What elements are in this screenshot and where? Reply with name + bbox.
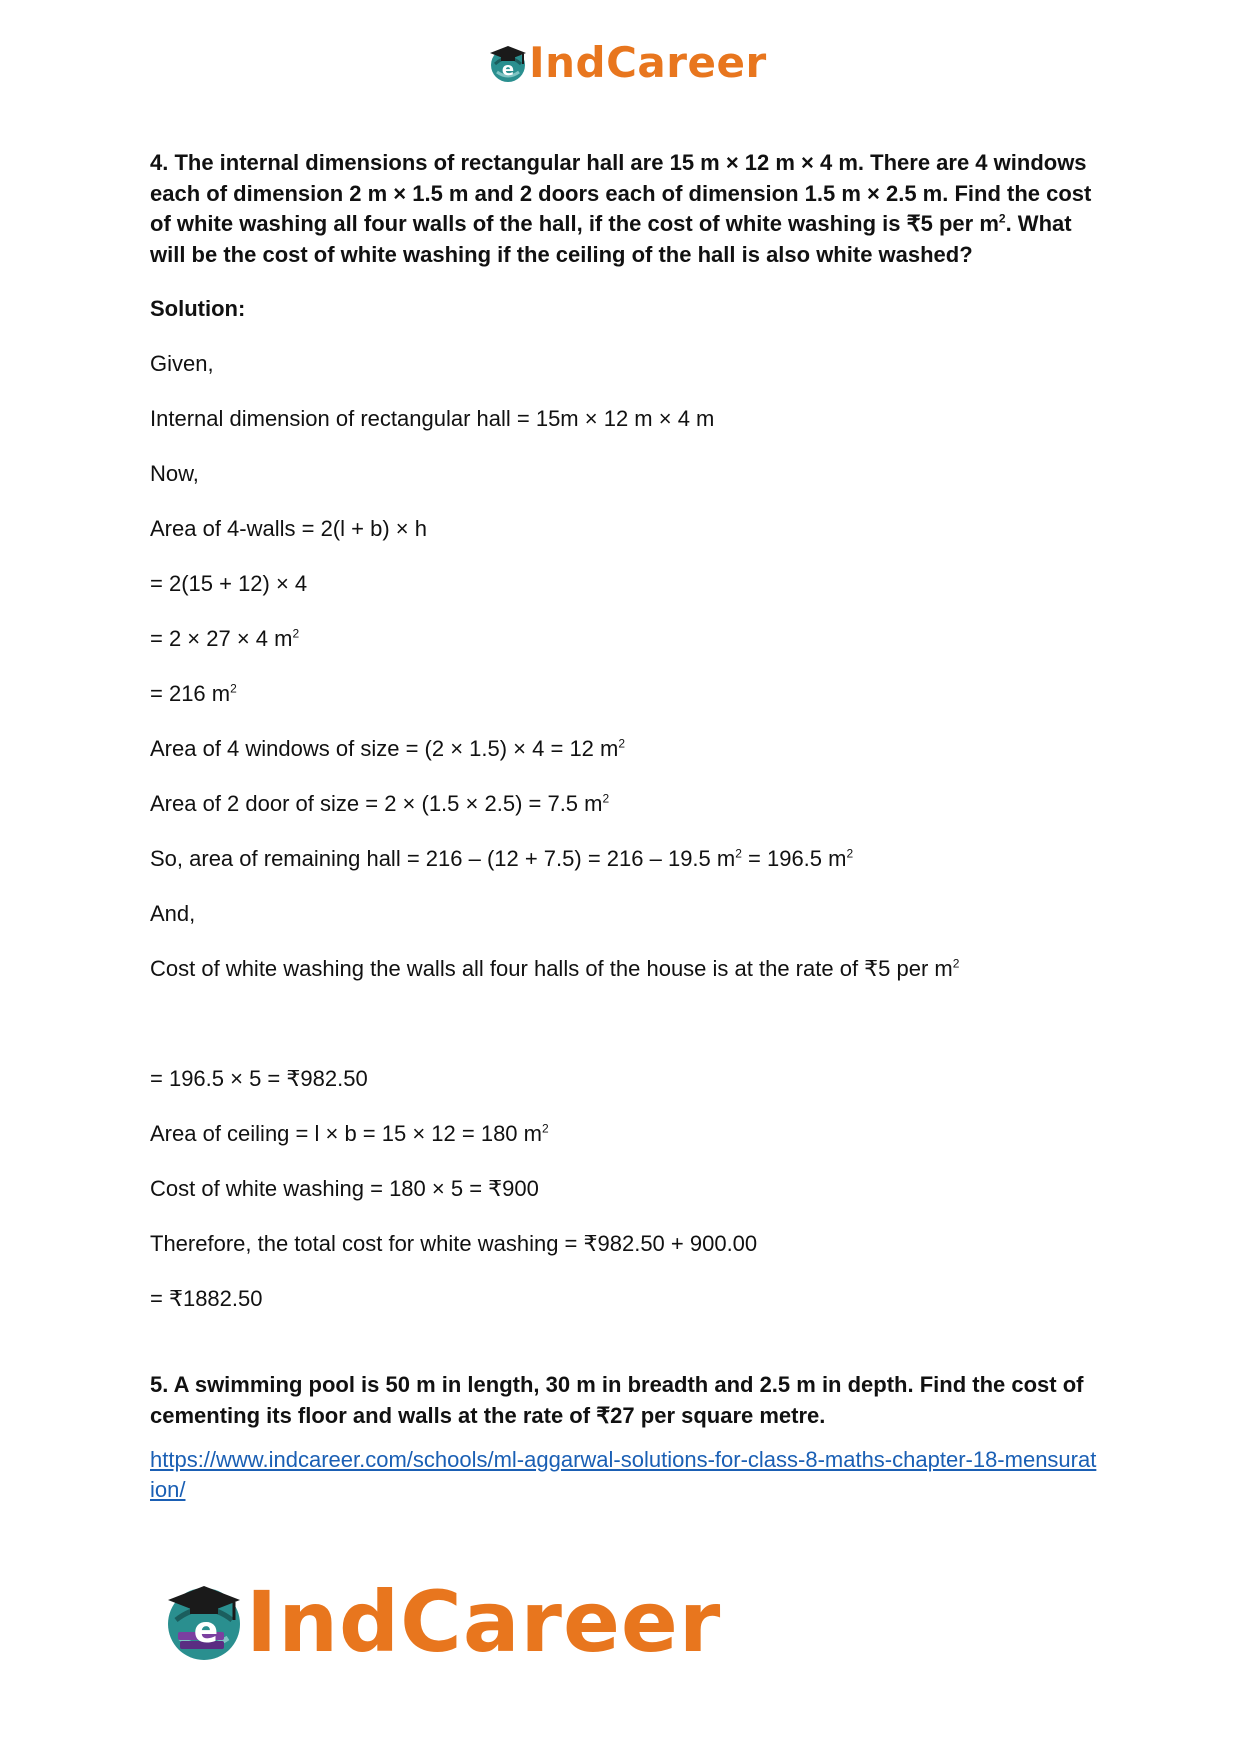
question-4: 4. The internal dimensions of rectangular hall are 15 m × 12 m × 4 m. There are 4 windows each of dimension 2 m × 1.5 m and 2 doors each of dimension 1.5 m × 2.5 m. Find the cost of white washing all four walls of the hall, if the cost of white washing is ₹5 per $m^2$. What will be the cost of white washing if the ceiling of the hall is also white washed?: [150, 150, 1092, 267]
footer-logo: [162, 1573, 722, 1671]
solution-walls-formula: Area of 4-walls = 2(l + b) × h: [150, 516, 427, 541]
solution-windows-area: Area of 4 windows of size = (2 × 1.5) × 4 = 12 $m^2$: [150, 736, 626, 761]
question-5: 5. A swimming pool is 50 m in length, 30 m in breadth and 2.5 m in depth. Find the cost of cementing its floor and walls at the rate of ₹27 per square metre.: [150, 1372, 1084, 1428]
solution-ceiling-area: Area of ceiling = l × b = 15 × 12 = 180 $m^2$: [150, 1121, 549, 1146]
header-logo: [487, 38, 767, 87]
books-globe-icon: [162, 1580, 246, 1664]
solution-cost-walls: = 196.5 × 5 = ₹982.50: [150, 1066, 368, 1091]
solution-door-area: Area of 2 door of size = 2 × (1.5 × 2.5) = 7.5 $m^2$: [150, 791, 610, 816]
solution-total: Therefore, the total cost for white washing = ₹982.50 + 900.00: [150, 1231, 758, 1256]
document-body: [150, 148, 1100, 1505]
svg-text:e: e: [193, 1610, 219, 1651]
source-link[interactable]: https://www.indcareer.com/schools/ml-aggarwal-solutions-for-class-8-maths-chapter-18-mensuration/: [150, 1447, 1097, 1502]
solution-and: And,: [150, 901, 196, 926]
logo-wordmark: IndCareer: [246, 1573, 722, 1671]
svg-text:e: e: [501, 59, 515, 80]
solution-remaining-area: So, area of remaining hall = 216 – (12 + 7.5) = 216 – 19.5 $m^2 = 196.5$ $m^2$: [150, 846, 854, 871]
solution-given: Given,: [150, 351, 214, 376]
logo-wordmark: IndCareer: [529, 38, 767, 87]
solution-heading: Solution:: [150, 296, 246, 321]
solution-total-value: = ₹1882.50: [150, 1286, 263, 1311]
spacer: [150, 1009, 1100, 1064]
solution-cost-ceiling: Cost of white washing = 180 × 5 = ₹900: [150, 1176, 539, 1201]
graduation-cap-globe-icon: [487, 42, 529, 84]
solution-step-3: = 216 $m^2$: [150, 681, 237, 706]
solution-now: Now,: [150, 461, 199, 486]
solution-internal-dimension: Internal dimension of rectangular hall = 15m × 12 m × 4 m: [150, 406, 715, 431]
solution-step-2: = 2 × 27 × 4 $m^2$: [150, 626, 300, 651]
solution-cost-rate: Cost of white washing the walls all four halls of the house is at the rate of ₹5 per $m^2$: [150, 956, 960, 981]
solution-step-1: = 2(15 + 12) × 4: [150, 571, 308, 596]
